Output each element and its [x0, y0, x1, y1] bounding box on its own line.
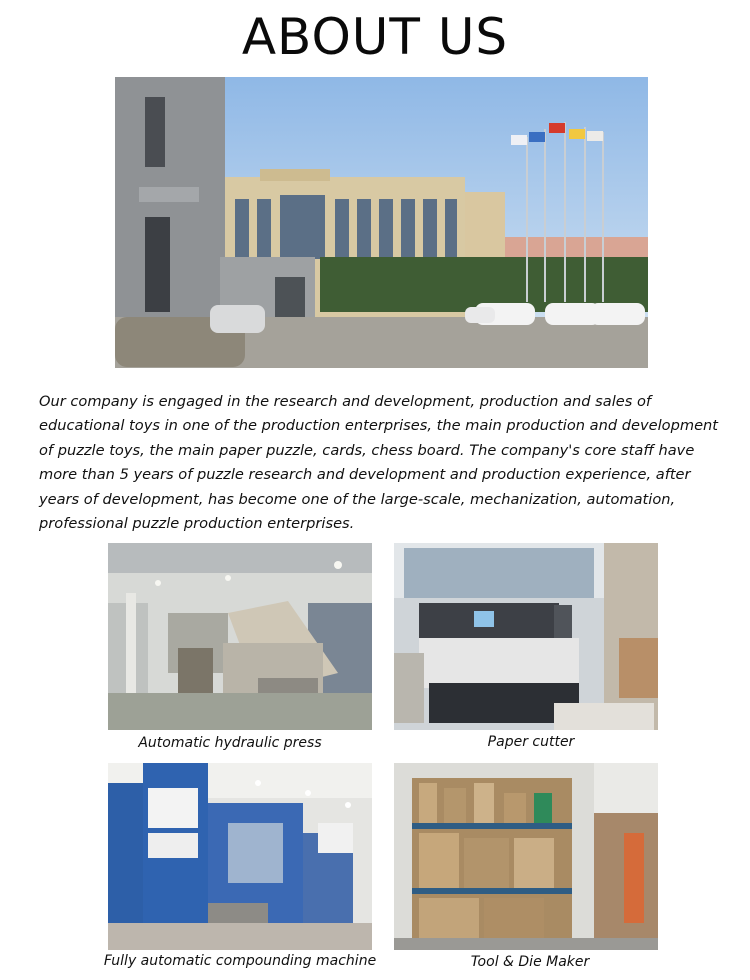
company-intro-text: Our company is engaged in the research and development, production and sales of educational toys in one of the production enterprises, the main production and development of puzzle toys, the main paper puzzle, cards, chess board. The company's core staff have more than 5 years of puzzle research and development and production experience, after years of development, has become one of the large-scale, mechanization, automation, professional puzzle production enterprises.	[39, 393, 719, 533]
hydraulic-press-photo	[108, 543, 372, 730]
caption-compounding-machine: Fully automatic compounding machine	[103, 953, 377, 969]
compounding-machine-photo	[108, 763, 372, 950]
caption-hydraulic-press: Automatic hydraulic press	[138, 735, 322, 751]
page-title: ABOUT US	[241, 8, 509, 66]
die-storage-photo	[394, 763, 658, 950]
caption-tool-die-maker: Tool & Die Maker	[470, 954, 590, 970]
caption-paper-cutter: Paper cutter	[487, 734, 575, 750]
paper-cutter-photo	[394, 543, 658, 730]
company-building-photo	[115, 77, 648, 368]
